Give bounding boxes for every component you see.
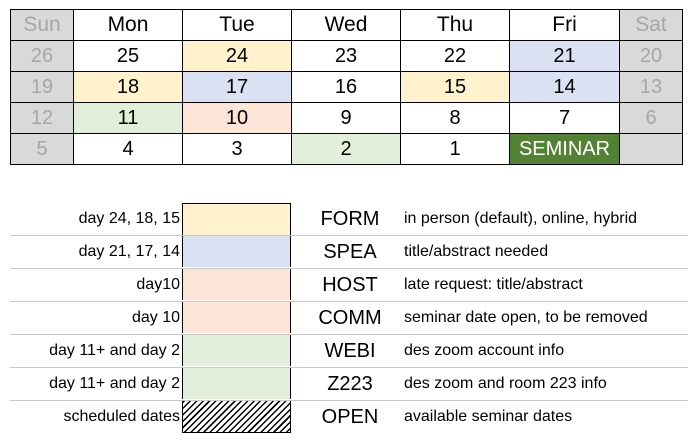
day-cell[interactable]: 9 — [292, 103, 401, 134]
calendar-week-row — [11, 72, 683, 103]
legend-days: day10 — [136, 276, 180, 293]
legend-swatch-blue — [182, 236, 291, 267]
legend-days: day 11+ and day 2 — [49, 375, 180, 392]
legend-code: COMM — [318, 307, 382, 329]
day-cell[interactable]: 13 — [620, 72, 683, 103]
legend-description: title/abstract needed — [404, 243, 549, 260]
header-thu: Thu — [401, 10, 510, 41]
day-cell[interactable]: 11 — [74, 103, 183, 134]
legend-swatch-green — [182, 335, 291, 366]
header-wed: Wed — [292, 10, 401, 41]
day-cell[interactable]: 15 — [401, 72, 510, 103]
legend-swatch-hatched — [182, 401, 291, 433]
day-cell[interactable]: 6 — [620, 103, 683, 134]
day-cell[interactable]: 2 — [292, 134, 401, 165]
legend-code: FORM — [320, 208, 380, 230]
header-sun: Sun — [11, 10, 74, 41]
day-cell[interactable]: 16 — [292, 72, 401, 103]
legend-row-z223 — [10, 368, 688, 401]
day-cell[interactable]: 19 — [11, 72, 74, 103]
header-mon: Mon — [74, 10, 183, 41]
day-cell[interactable]: 20 — [620, 41, 683, 72]
day-cell[interactable]: 1 — [401, 134, 510, 165]
day-cell[interactable]: 4 — [74, 134, 183, 165]
legend-description: in person (default), online, hybrid — [404, 210, 638, 227]
header-tue: Tue — [183, 10, 292, 41]
calendar-header-row — [11, 10, 683, 41]
legend-swatch-green — [182, 368, 291, 399]
legend-description: des zoom and room 223 info — [404, 375, 607, 392]
header-fri: Fri — [510, 10, 620, 41]
legend-code: SPEA — [323, 241, 377, 263]
legend-description: available seminar dates — [404, 408, 573, 425]
day-cell[interactable]: 21 — [510, 41, 620, 72]
calendar-table — [10, 9, 683, 165]
day-cell[interactable]: 22 — [401, 41, 510, 72]
day-cell-empty[interactable] — [620, 134, 683, 165]
day-cell[interactable]: 7 — [510, 103, 620, 134]
legend-row-comm — [10, 302, 688, 335]
legend-swatch-salmon — [182, 302, 291, 333]
legend-description: seminar date open, to be removed — [404, 309, 648, 326]
header-sat: Sat — [620, 10, 683, 41]
day-cell[interactable]: 3 — [183, 134, 292, 165]
legend-code: WEBI — [324, 340, 376, 362]
legend — [10, 203, 688, 433]
day-cell[interactable]: 10 — [183, 103, 292, 134]
seminar-cell[interactable]: SEMINAR — [510, 134, 620, 165]
day-cell[interactable]: 24 — [183, 41, 292, 72]
calendar-week-row — [11, 41, 683, 72]
legend-row-form — [10, 203, 688, 236]
day-cell[interactable]: 23 — [292, 41, 401, 72]
day-cell[interactable]: 18 — [74, 72, 183, 103]
calendar-grid — [10, 9, 683, 165]
legend-swatch-salmon — [182, 269, 291, 300]
legend-days: day 24, 18, 15 — [78, 210, 180, 227]
legend-description: des zoom account info — [404, 342, 565, 359]
legend-row-host — [10, 269, 688, 302]
day-cell[interactable]: 17 — [183, 72, 292, 103]
legend-code: HOST — [322, 274, 378, 296]
day-cell[interactable]: 8 — [401, 103, 510, 134]
calendar-week-row — [11, 134, 683, 165]
legend-row-spea — [10, 236, 688, 269]
legend-days: day 11+ and day 2 — [49, 342, 180, 359]
day-cell[interactable]: 12 — [11, 103, 74, 134]
legend-description: late request: title/abstract — [404, 276, 583, 293]
day-cell[interactable]: 14 — [510, 72, 620, 103]
legend-swatch-yellow — [182, 203, 291, 235]
legend-row-open — [10, 401, 688, 433]
legend-days: day 21, 17, 14 — [78, 243, 180, 260]
legend-code: OPEN — [321, 406, 379, 428]
day-cell[interactable]: 5 — [11, 134, 74, 165]
legend-days: scheduled dates — [63, 408, 180, 425]
legend-row-webi — [10, 335, 688, 368]
calendar-week-row — [11, 103, 683, 134]
day-cell[interactable]: 25 — [74, 41, 183, 72]
legend-code: Z223 — [327, 373, 373, 395]
day-cell[interactable]: 26 — [11, 41, 74, 72]
legend-days: day 10 — [131, 309, 180, 326]
